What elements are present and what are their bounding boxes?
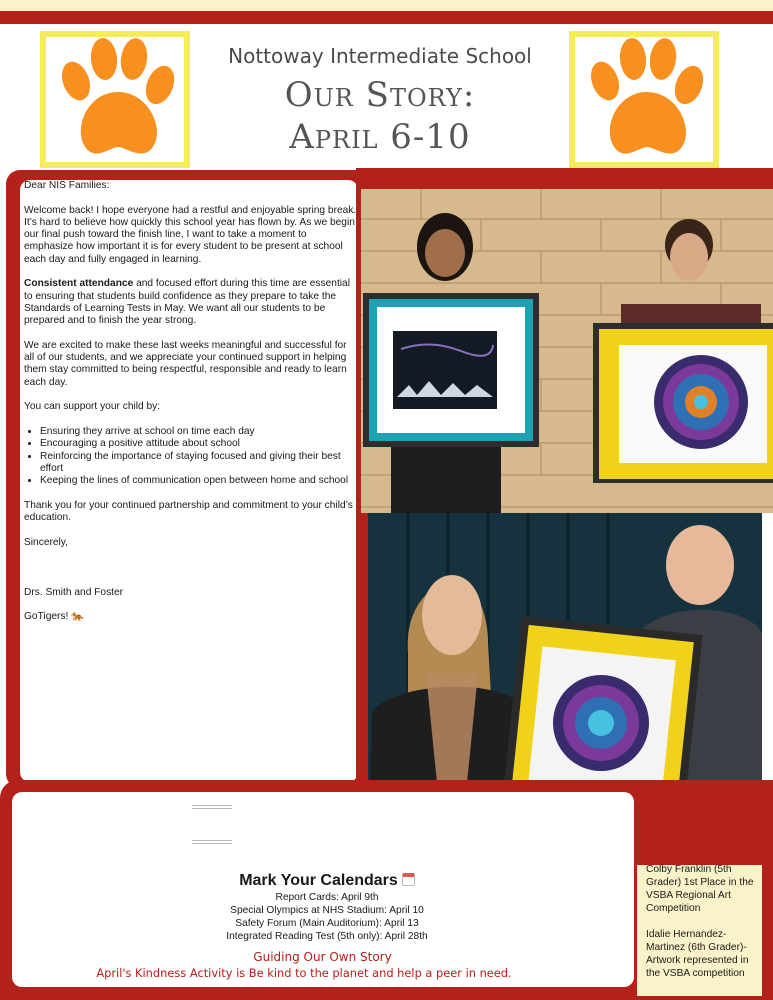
list-item: • Reinforcing the importance of staying focused and giving their best effort — [40, 451, 358, 476]
list-item: Special Olympics at NHS Stadium: April 10 — [230, 905, 424, 916]
principal-letter — [24, 180, 358, 636]
paw-print-icon — [575, 37, 713, 162]
bold-phrase: Consistent attendance — [24, 278, 134, 290]
paw-print-icon — [46, 37, 184, 162]
spacer — [24, 561, 358, 573]
letter-closing: Sincerely, — [24, 536, 68, 548]
letter-signature: Drs. Smith and Foster — [24, 586, 124, 598]
list-item: • Encouraging a positive attitude about school — [40, 438, 358, 450]
paw-print-right-frame — [569, 31, 719, 168]
school-name: Nottoway Intermediate School — [228, 44, 532, 68]
awards-captions — [646, 863, 758, 993]
award-caption: Colby Franklin (5th Grader) 1st Place in the VSBA Regional Art Competition — [646, 864, 754, 914]
faint-caption — [192, 840, 232, 845]
calendar-events — [212, 891, 442, 943]
list-item: Safety Forum (Main Auditorium): April 13 — [235, 918, 419, 929]
list-item: Report Cards: April 9th — [275, 892, 379, 903]
letter-paragraph: Welcome back! I hope everyone had a restful and enjoyable spring break. It’s hard to believe how quickly this school year has flown by. As we begin our final push toward the finish line, I want to take a moment to emphasize how important it is for every student to be present at school each day and fully engaged in learning. — [24, 204, 357, 265]
top-decorative-band — [0, 0, 773, 11]
letter-tagline: GoTigers! 🐅 — [24, 611, 84, 623]
photo-frame-top — [356, 168, 773, 190]
award-caption: Idalie Hernandez-Martinez (6th Grader)- Artwork represented in the VSBA competition — [646, 929, 749, 979]
letter-paragraph-rest: and focused effort during this time are essential to ensuring that students build confidence as they prepare to take the Standards of Learning Tests in May. We want all our students to be prepared and to finish the year strong. — [24, 278, 350, 327]
support-intro: You can support your child by: — [24, 401, 161, 413]
letter-paragraph: We are excited to make these last weeks meaningful and successful for all of our students, and we appreciate your continued support in helping them stay committed to being respectful, responsible and ready to learn each day. — [24, 339, 347, 388]
list-item: Integrated Reading Test (5th only): April 28th — [226, 931, 428, 942]
guiding-heading: Guiding Our Own Story — [253, 950, 392, 964]
calendar-heading — [212, 872, 442, 890]
newsletter-title — [190, 74, 570, 158]
paw-print-left-frame — [40, 31, 190, 168]
students-artwork-illustration — [361, 189, 773, 513]
faint-caption — [192, 805, 232, 810]
letter-greeting: Dear NIS Families: — [24, 180, 110, 191]
list-item: • Keeping the lines of communication open between home and school — [40, 475, 358, 487]
calendar-icon — [402, 873, 415, 886]
support-list — [40, 426, 358, 487]
title-line-1: Our Story: — [284, 75, 476, 115]
students-artwork-photo — [361, 189, 773, 513]
list-item: • Ensuring they arrive at school on time each day — [40, 426, 358, 438]
kindness-activity: April's Kindness Activity is Be kind to the planet and help a peer in need. — [96, 966, 512, 980]
title-line-2: April 6-10 — [289, 117, 471, 157]
letter-thanks: Thank you for your continued partnership and commitment to your child’s education. — [24, 499, 353, 524]
letter-paragraph — [24, 278, 358, 327]
calendar-title: Mark Your Calendars — [239, 872, 398, 889]
top-red-stripe — [0, 11, 773, 24]
